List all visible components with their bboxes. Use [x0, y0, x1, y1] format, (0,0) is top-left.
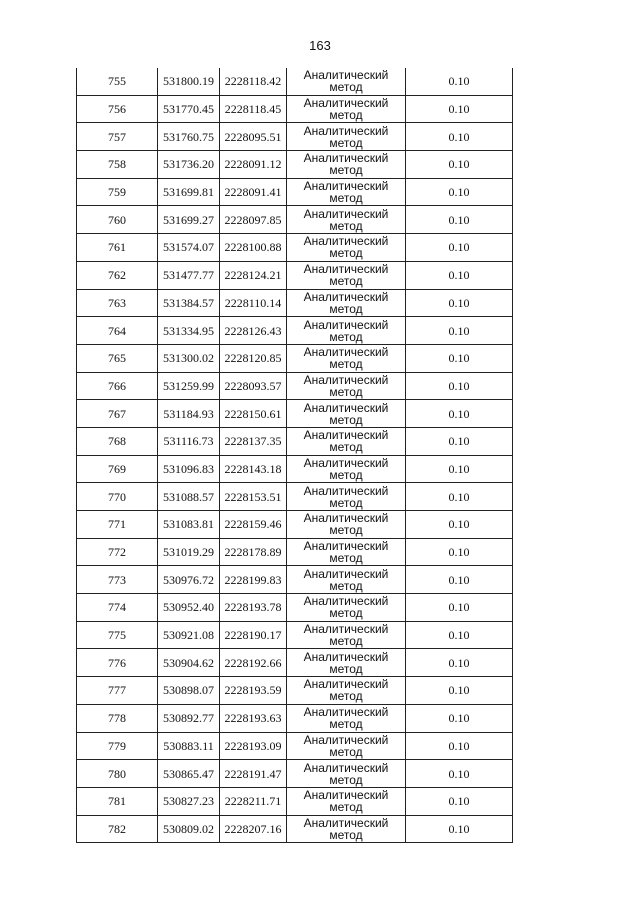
point-number-cell: 759: [77, 178, 158, 206]
method-cell: [287, 511, 406, 539]
x-coordinate-cell: 530809.02: [158, 815, 220, 843]
y-coordinate-cell: 2228097.85: [220, 206, 287, 234]
table-row: [77, 95, 513, 123]
method-line1: Аналитический: [303, 400, 389, 415]
accuracy-cell: 0.10: [406, 68, 513, 95]
method-line2: метод: [329, 218, 363, 233]
table-row: [77, 400, 513, 428]
table-row: [77, 760, 513, 788]
method-line1: Аналитический: [303, 372, 389, 387]
y-coordinate-cell: 2228193.59: [220, 677, 287, 705]
table-row: [77, 621, 513, 649]
accuracy-cell: 0.10: [406, 234, 513, 262]
method-line1: Аналитический: [303, 594, 389, 609]
method-line2: метод: [329, 523, 363, 538]
accuracy-cell: 0.10: [406, 483, 513, 511]
method-line1: Аналитический: [303, 760, 389, 775]
method-cell: [287, 704, 406, 732]
method-cell: [287, 151, 406, 179]
y-coordinate-cell: 2228191.47: [220, 760, 287, 788]
method-cell: [287, 649, 406, 677]
method-line2: метод: [329, 440, 363, 455]
method-line2: метод: [329, 246, 363, 261]
table-row: [77, 787, 513, 815]
table-row: [77, 594, 513, 622]
accuracy-cell: 0.10: [406, 317, 513, 345]
x-coordinate-cell: 531699.81: [158, 178, 220, 206]
accuracy-cell: 0.10: [406, 677, 513, 705]
point-number-cell: 774: [77, 594, 158, 622]
point-number-cell: 782: [77, 815, 158, 843]
point-number-cell: 779: [77, 732, 158, 760]
method-cell: [287, 317, 406, 345]
accuracy-cell: 0.10: [406, 621, 513, 649]
table-row: [77, 677, 513, 705]
y-coordinate-cell: 2228137.35: [220, 427, 287, 455]
method-line2: метод: [329, 578, 363, 593]
point-number-cell: 773: [77, 566, 158, 594]
y-coordinate-cell: 2228178.89: [220, 538, 287, 566]
x-coordinate-cell: 531574.07: [158, 234, 220, 262]
x-coordinate-cell: 531477.77: [158, 261, 220, 289]
method-line1: Аналитический: [303, 428, 389, 443]
table-row: [77, 427, 513, 455]
y-coordinate-cell: 2228095.51: [220, 123, 287, 151]
method-cell: [287, 123, 406, 151]
point-number-cell: 762: [77, 261, 158, 289]
method-line2: метод: [329, 689, 363, 704]
table-row: [77, 511, 513, 539]
method-line2: метод: [329, 661, 363, 676]
method-cell: [287, 178, 406, 206]
point-number-cell: 778: [77, 704, 158, 732]
point-number-cell: 781: [77, 787, 158, 815]
x-coordinate-cell: 531083.81: [158, 511, 220, 539]
x-coordinate-cell: 530952.40: [158, 594, 220, 622]
method-line1: Аналитический: [303, 123, 389, 138]
y-coordinate-cell: 2228150.61: [220, 400, 287, 428]
point-number-cell: 761: [77, 234, 158, 262]
y-coordinate-cell: 2228193.78: [220, 594, 287, 622]
y-coordinate-cell: 2228091.12: [220, 151, 287, 179]
point-number-cell: 755: [77, 68, 158, 95]
y-coordinate-cell: 2228193.63: [220, 704, 287, 732]
point-number-cell: 757: [77, 123, 158, 151]
y-coordinate-cell: 2228207.16: [220, 815, 287, 843]
method-line1: Аналитический: [303, 289, 389, 304]
accuracy-cell: 0.10: [406, 649, 513, 677]
y-coordinate-cell: 2228199.83: [220, 566, 287, 594]
x-coordinate-cell: 531699.27: [158, 206, 220, 234]
accuracy-cell: 0.10: [406, 455, 513, 483]
point-number-cell: 764: [77, 317, 158, 345]
point-number-cell: 768: [77, 427, 158, 455]
method-line1: Аналитический: [303, 705, 389, 720]
point-number-cell: 767: [77, 400, 158, 428]
table-row: [77, 261, 513, 289]
accuracy-cell: 0.10: [406, 566, 513, 594]
x-coordinate-cell: 530976.72: [158, 566, 220, 594]
method-line1: Аналитический: [303, 262, 389, 277]
method-line1: Аналитический: [303, 96, 389, 111]
method-line2: метод: [329, 551, 363, 566]
accuracy-cell: 0.10: [406, 511, 513, 539]
accuracy-cell: 0.10: [406, 178, 513, 206]
y-coordinate-cell: 2228110.14: [220, 289, 287, 317]
point-number-cell: 765: [77, 344, 158, 372]
method-cell: [287, 455, 406, 483]
method-cell: [287, 234, 406, 262]
method-cell: [287, 400, 406, 428]
x-coordinate-cell: 530892.77: [158, 704, 220, 732]
x-coordinate-cell: 531088.57: [158, 483, 220, 511]
method-line2: метод: [329, 717, 363, 732]
point-number-cell: 780: [77, 760, 158, 788]
method-line2: метод: [329, 800, 363, 815]
point-number-cell: 771: [77, 511, 158, 539]
method-line2: метод: [329, 301, 363, 316]
table-row: [77, 732, 513, 760]
method-line2: метод: [329, 412, 363, 427]
x-coordinate-cell: 530827.23: [158, 787, 220, 815]
accuracy-cell: 0.10: [406, 787, 513, 815]
method-line1: Аналитический: [303, 179, 389, 194]
x-coordinate-cell: 531019.29: [158, 538, 220, 566]
y-coordinate-cell: 2228120.85: [220, 344, 287, 372]
y-coordinate-cell: 2228118.45: [220, 95, 287, 123]
method-line1: Аналитический: [303, 317, 389, 332]
x-coordinate-cell: 531096.83: [158, 455, 220, 483]
point-number-cell: 772: [77, 538, 158, 566]
point-number-cell: 770: [77, 483, 158, 511]
method-line2: метод: [329, 163, 363, 178]
y-coordinate-cell: 2228193.09: [220, 732, 287, 760]
method-line1: Аналитический: [303, 732, 389, 747]
method-line1: Аналитический: [303, 511, 389, 526]
method-line1: Аналитический: [303, 151, 389, 166]
accuracy-cell: 0.10: [406, 815, 513, 843]
point-number-cell: 763: [77, 289, 158, 317]
accuracy-cell: 0.10: [406, 704, 513, 732]
point-number-cell: 760: [77, 206, 158, 234]
method-cell: [287, 68, 406, 95]
method-line2: метод: [329, 827, 363, 842]
accuracy-cell: 0.10: [406, 400, 513, 428]
accuracy-cell: 0.10: [406, 95, 513, 123]
table-row: [77, 455, 513, 483]
accuracy-cell: 0.10: [406, 344, 513, 372]
table-row: [77, 483, 513, 511]
point-number-cell: 758: [77, 151, 158, 179]
method-line1: Аналитический: [303, 68, 389, 83]
method-line1: Аналитический: [303, 815, 389, 830]
accuracy-cell: 0.10: [406, 760, 513, 788]
coordinates-table: [76, 68, 513, 843]
y-coordinate-cell: 2228153.51: [220, 483, 287, 511]
x-coordinate-cell: 530865.47: [158, 760, 220, 788]
method-cell: [287, 483, 406, 511]
x-coordinate-cell: 531736.20: [158, 151, 220, 179]
accuracy-cell: 0.10: [406, 261, 513, 289]
accuracy-cell: 0.10: [406, 427, 513, 455]
accuracy-cell: 0.10: [406, 151, 513, 179]
y-coordinate-cell: 2228118.42: [220, 68, 287, 95]
method-line1: Аналитический: [303, 455, 389, 470]
y-coordinate-cell: 2228159.46: [220, 511, 287, 539]
y-coordinate-cell: 2228192.66: [220, 649, 287, 677]
method-cell: [287, 344, 406, 372]
accuracy-cell: 0.10: [406, 289, 513, 317]
method-line1: Аналитический: [303, 788, 389, 803]
method-line2: метод: [329, 108, 363, 123]
method-line2: метод: [329, 772, 363, 787]
method-cell: [287, 815, 406, 843]
table-row: [77, 815, 513, 843]
y-coordinate-cell: 2228211.71: [220, 787, 287, 815]
method-cell: [287, 760, 406, 788]
point-number-cell: 775: [77, 621, 158, 649]
table-row: [77, 234, 513, 262]
y-coordinate-cell: 2228143.18: [220, 455, 287, 483]
y-coordinate-cell: 2228093.57: [220, 372, 287, 400]
method-line1: Аналитический: [303, 677, 389, 692]
method-cell: [287, 538, 406, 566]
method-line2: метод: [329, 135, 363, 150]
method-cell: [287, 677, 406, 705]
method-line2: метод: [329, 467, 363, 482]
accuracy-cell: 0.10: [406, 732, 513, 760]
x-coordinate-cell: 531760.75: [158, 123, 220, 151]
table-row: [77, 649, 513, 677]
method-line1: Аналитический: [303, 345, 389, 360]
y-coordinate-cell: 2228126.43: [220, 317, 287, 345]
method-cell: [287, 95, 406, 123]
x-coordinate-cell: 531259.99: [158, 372, 220, 400]
method-cell: [287, 289, 406, 317]
table-row: [77, 178, 513, 206]
method-cell: [287, 732, 406, 760]
table-row: [77, 289, 513, 317]
method-line1: Аналитический: [303, 566, 389, 581]
coordinates-table-body: [77, 68, 513, 843]
method-line2: метод: [329, 744, 363, 759]
method-line1: Аналитический: [303, 649, 389, 664]
method-line2: метод: [329, 357, 363, 372]
method-cell: [287, 372, 406, 400]
accuracy-cell: 0.10: [406, 538, 513, 566]
method-cell: [287, 787, 406, 815]
y-coordinate-cell: 2228124.21: [220, 261, 287, 289]
table-row: [77, 372, 513, 400]
table-row: [77, 566, 513, 594]
accuracy-cell: 0.10: [406, 594, 513, 622]
page-number: 163: [309, 38, 331, 53]
point-number-cell: 776: [77, 649, 158, 677]
x-coordinate-cell: 530904.62: [158, 649, 220, 677]
table-row: [77, 151, 513, 179]
method-cell: [287, 427, 406, 455]
accuracy-cell: 0.10: [406, 206, 513, 234]
x-coordinate-cell: 531116.73: [158, 427, 220, 455]
method-line1: Аналитический: [303, 206, 389, 221]
table-row: [77, 538, 513, 566]
table-row: [77, 206, 513, 234]
table-row: [77, 317, 513, 345]
method-cell: [287, 621, 406, 649]
accuracy-cell: 0.10: [406, 123, 513, 151]
x-coordinate-cell: 531300.02: [158, 344, 220, 372]
table-row: [77, 68, 513, 95]
point-number-cell: 777: [77, 677, 158, 705]
point-number-cell: 769: [77, 455, 158, 483]
method-line1: Аналитический: [303, 483, 389, 498]
x-coordinate-cell: 531334.95: [158, 317, 220, 345]
method-cell: [287, 206, 406, 234]
method-cell: [287, 594, 406, 622]
method-line2: метод: [329, 191, 363, 206]
x-coordinate-cell: 531184.93: [158, 400, 220, 428]
y-coordinate-cell: 2228100.88: [220, 234, 287, 262]
method-line2: метод: [329, 495, 363, 510]
method-line1: Аналитический: [303, 539, 389, 554]
method-line2: метод: [329, 274, 363, 289]
x-coordinate-cell: 530921.08: [158, 621, 220, 649]
method-cell: [287, 261, 406, 289]
y-coordinate-cell: 2228091.41: [220, 178, 287, 206]
method-line1: Аналитический: [303, 622, 389, 637]
method-line2: метод: [329, 606, 363, 621]
point-number-cell: 756: [77, 95, 158, 123]
method-line1: Аналитический: [303, 234, 389, 249]
method-cell: [287, 566, 406, 594]
point-number-cell: 766: [77, 372, 158, 400]
method-line2: метод: [329, 634, 363, 649]
method-line2: метод: [329, 384, 363, 399]
method-line2: метод: [329, 80, 363, 95]
accuracy-cell: 0.10: [406, 372, 513, 400]
table-row: [77, 123, 513, 151]
y-coordinate-cell: 2228190.17: [220, 621, 287, 649]
x-coordinate-cell: 530883.11: [158, 732, 220, 760]
table-row: [77, 344, 513, 372]
table-row: [77, 704, 513, 732]
x-coordinate-cell: 531384.57: [158, 289, 220, 317]
x-coordinate-cell: 531770.45: [158, 95, 220, 123]
x-coordinate-cell: 530898.07: [158, 677, 220, 705]
method-line2: метод: [329, 329, 363, 344]
x-coordinate-cell: 531800.19: [158, 68, 220, 95]
